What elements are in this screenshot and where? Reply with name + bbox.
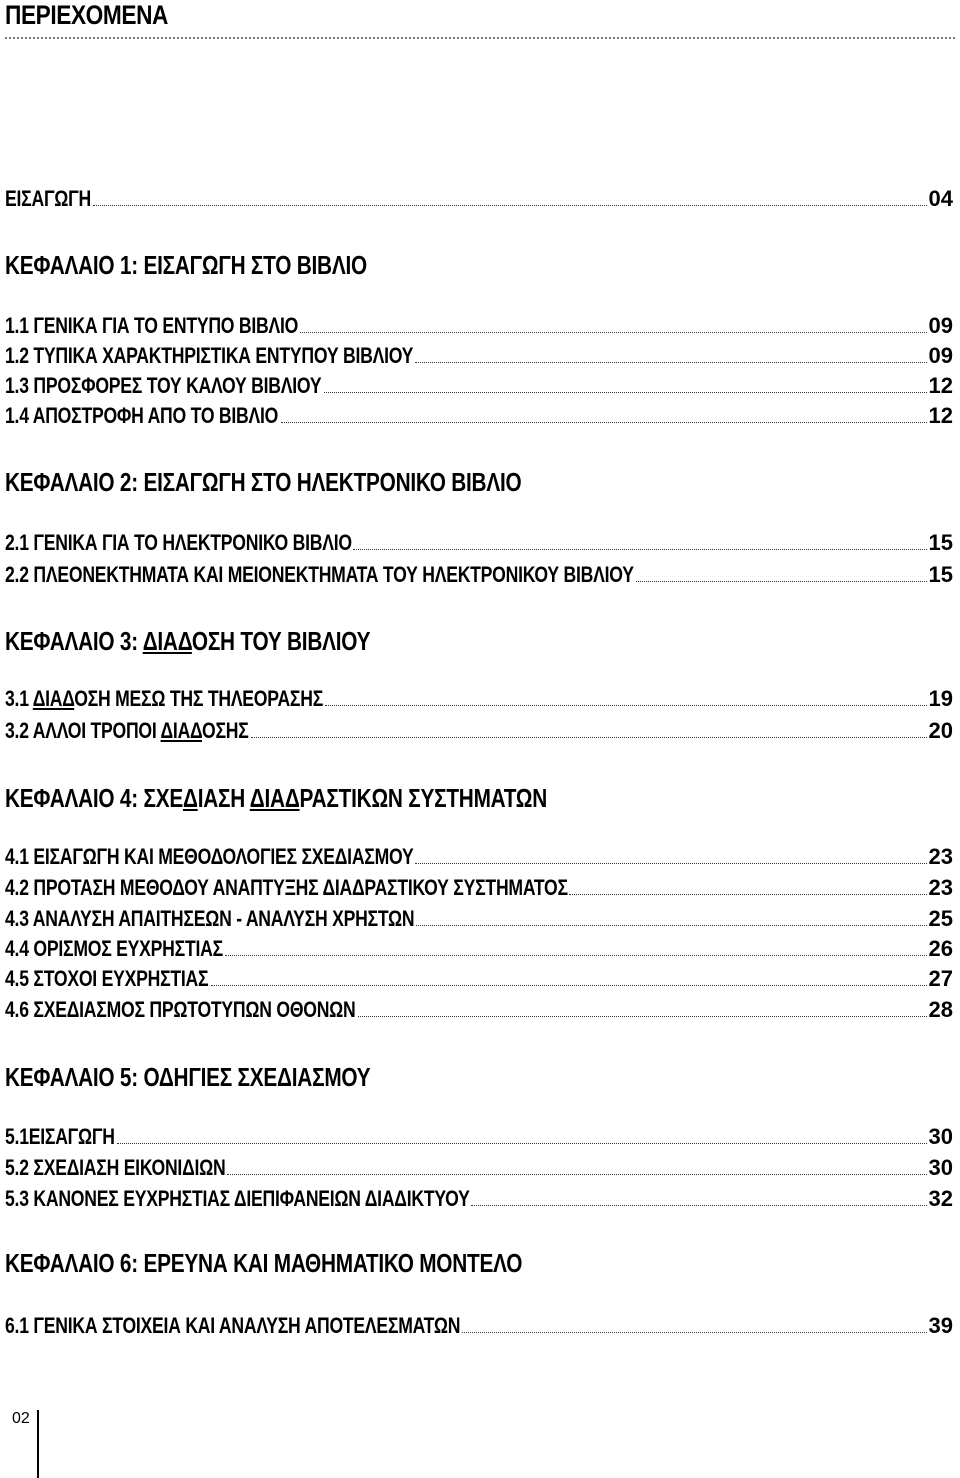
toc-entry-label: 1.2 ΤΥΠΙΚΑ ΧΑΡΑΚΤΗΡΙΣΤΙΚΑ ΕΝΤΥΠΟΥ ΒΙΒΛΙΟΥ	[5, 343, 414, 368]
toc-entry-label: 1.1 ΓΕΝΙΚΑ ΓΙΑ ΤΟ ΕΝΤΥΠΟ ΒΙΒΛΙΟ	[5, 313, 299, 338]
toc-entry-page: 30	[928, 1124, 953, 1149]
chapter-title-part: ΟΣΗ ΤΟΥ ΒΙΒΛΙΟΥ	[191, 626, 371, 656]
toc-entry-page: 19	[928, 686, 953, 711]
leader-dots	[93, 204, 926, 206]
chapter-heading-5[interactable]: ΚΕΦΑΛΑΙΟ 5: ΟΔΗΓΙΕΣ ΣΧΕΔΙΑΣΜΟΥ	[5, 1062, 371, 1092]
toc-entry-page: 09	[928, 313, 953, 338]
leader-dots	[225, 954, 926, 956]
toc-entry-1-3[interactable]	[5, 373, 953, 403]
chapter-title-part: ΚΕΦΑΛΑΙΟ 3:	[5, 626, 143, 656]
leader-dots	[117, 1142, 927, 1144]
chapter-heading-2[interactable]: ΚΕΦΑΛΑΙΟ 2: ΕΙΣΑΓΩΓΗ ΣΤΟ ΗΛΕΚΤΡΟΝΙΚΟ ΒΙΒΛΙΟ	[5, 467, 522, 497]
toc-entry-intro[interactable]	[5, 186, 953, 216]
toc-entry-label: 1.4 ΑΠΟΣΤΡΟΦΗ ΑΠΟ ΤΟ ΒΙΒΛΙΟ	[5, 403, 279, 428]
toc-entry-page: 39	[928, 1313, 953, 1338]
label-part: ΔΙΑΔ	[32, 686, 75, 711]
toc-entry-page: 15	[928, 562, 953, 587]
toc-entry-label: 4.1 ΕΙΣΑΓΩΓΗ ΚΑΙ ΜΕΘΟΔΟΛΟΓΙΕΣ ΣΧΕΔΙΑΣΜΟΥ	[5, 844, 414, 869]
chapter-heading-4[interactable]	[5, 783, 547, 814]
toc-entry-label: 5.1ΕΙΣΑΓΩΓΗ	[5, 1124, 115, 1149]
toc-entry-label: 1.3 ΠΡΟΣΦΟΡΕΣ ΤΟΥ ΚΑΛΟΥ ΒΙΒΛΙΟΥ	[5, 373, 322, 398]
toc-entry-2-2[interactable]	[5, 562, 953, 592]
toc-entry-page: 12	[928, 403, 953, 428]
toc-entry-5-2[interactable]	[5, 1155, 953, 1185]
leader-dots	[462, 1331, 926, 1333]
page-title: ΠΕΡΙΕΧΟΜΕΝΑ	[5, 0, 168, 30]
toc-entry-label	[5, 718, 249, 744]
toc-entry-label	[5, 686, 323, 712]
chapter-title-part: ΔΙΑΔ	[142, 626, 192, 656]
leader-dots	[227, 1173, 926, 1175]
page-number: 02	[12, 1410, 30, 1427]
toc-entry-label: 4.5 ΣΤΟΧΟΙ ΕΥΧΡΗΣΤΙΑΣ	[5, 966, 209, 991]
toc-entry-6-1[interactable]	[5, 1313, 953, 1343]
chapter-heading-3[interactable]	[5, 626, 370, 657]
toc-entry-page: 25	[928, 906, 953, 931]
leader-dots	[251, 736, 926, 738]
leader-dots	[569, 893, 926, 895]
toc-entry-5-3[interactable]	[5, 1186, 953, 1216]
leader-dots	[211, 984, 927, 986]
label-part: ΟΣΗΣ	[202, 718, 249, 743]
toc-entry-3-1[interactable]	[5, 686, 953, 716]
toc-entry-label: ΕΙΣΑΓΩΓΗ	[5, 186, 91, 211]
toc-entry-page: 27	[928, 966, 953, 991]
chapter-title-part: ΙΑΣΗ	[197, 783, 250, 813]
toc-entry-page: 12	[928, 373, 953, 398]
toc-entry-page: 23	[928, 844, 953, 869]
label-part: ΟΣΗ ΜΕΣΩ ΤΗΣ ΤΗΛΕΟΡΑΣΗΣ	[74, 686, 324, 711]
toc-entry-label: 4.6 ΣΧΕΔΙΑΣΜΟΣ ΠΡΩΤΟΤΥΠΩΝ ΟΘΟΝΩΝ	[5, 997, 356, 1022]
toc-entry-page: 23	[928, 875, 953, 900]
toc-entry-label: 6.1 ΓΕΝΙΚΑ ΣΤΟΙΧΕΙΑ ΚΑΙ ΑΝΑΛΥΣΗ ΑΠΟΤΕΛΕΣΜΑΤΩΝ	[5, 1313, 461, 1338]
label-part: 3.1	[5, 686, 33, 711]
label-part: 3.2 ΑΛΛΟΙ ΤΡΟΠΟΙ	[5, 718, 161, 743]
toc-entry-5-1[interactable]	[5, 1124, 953, 1154]
leader-dots	[353, 548, 926, 550]
toc-entry-4-4[interactable]	[5, 936, 953, 966]
chapter-heading-1[interactable]: ΚΕΦΑΛΑΙΟ 1: ΕΙΣΑΓΩΓΗ ΣΤΟ ΒΙΒΛΙΟ	[5, 250, 367, 280]
toc-entry-4-6[interactable]	[5, 997, 953, 1027]
leader-dots	[325, 704, 927, 706]
toc-entry-label: 4.2 ΠΡΟΤΑΣΗ ΜΕΘΟΔΟΥ ΑΝΑΠΤΥΞΗΣ ΔΙΑΔΡΑΣΤΙΚΟΥ ΣΥΣΤΗΜΑΤΟΣ	[5, 875, 568, 900]
toc-entry-page: 15	[928, 530, 953, 555]
toc-entry-1-2[interactable]	[5, 343, 953, 373]
leader-dots	[471, 1204, 926, 1206]
leader-dots	[358, 1015, 927, 1017]
toc-entry-page: 26	[928, 936, 953, 961]
toc-entry-4-3[interactable]	[5, 906, 953, 936]
chapter-title-part: ΚΕΦΑΛΑΙΟ 4: ΣΧΕ	[5, 783, 183, 813]
toc-entry-3-2[interactable]	[5, 718, 953, 748]
toc-entry-page: 20	[928, 718, 953, 743]
toc-entry-1-4[interactable]	[5, 403, 953, 433]
toc-entry-4-2[interactable]	[5, 875, 953, 905]
leader-dots	[415, 361, 926, 363]
dotted-divider	[5, 37, 955, 39]
toc-entry-label: 2.2 ΠΛΕΟΝΕΚΤΗΜΑΤΑ ΚΑΙ ΜΕΙΟΝΕΚΤΗΜΑΤΑ ΤΟΥ ΗΛΕΚΤΡΟΝΙΚΟΥ ΒΙΒΛΙΟΥ	[5, 562, 634, 587]
toc-entry-page: 28	[928, 997, 953, 1022]
toc-entry-label: 4.4 ΟΡΙΣΜΟΣ ΕΥΧΡΗΣΤΙΑΣ	[5, 936, 223, 961]
toc-entry-label: 5.2 ΣΧΕΔΙΑΣΗ ΕΙΚΟΝΙΔΙΩΝ	[5, 1155, 226, 1180]
leader-dots	[416, 924, 926, 926]
toc-entry-label: 4.3 ΑΝΑΛΥΣΗ ΑΠΑΙΤΗΣΕΩΝ - ΑΝΑΛΥΣΗ ΧΡΗΣΤΩΝ	[5, 906, 415, 931]
leader-dots	[281, 421, 927, 423]
toc-entry-page: 04	[928, 186, 953, 211]
toc-entry-page: 30	[928, 1155, 953, 1180]
leader-dots	[415, 862, 926, 864]
chapter-heading-6[interactable]: ΚΕΦΑΛΑΙΟ 6: ΕΡΕΥΝΑ ΚΑΙ ΜΑΘΗΜΑΤΙΚΟ ΜΟΝΤΕΛΟ	[5, 1248, 523, 1278]
toc-entry-label: 5.3 ΚΑΝΟΝΕΣ ΕΥΧΡΗΣΤΙΑΣ ΔΙΕΠΙΦΑΝΕΙΩΝ ΔΙΑΔΙΚΤΥΟΥ	[5, 1186, 470, 1211]
toc-entry-4-1[interactable]	[5, 844, 953, 874]
toc-entry-1-1[interactable]	[5, 313, 953, 343]
toc-entry-2-1[interactable]	[5, 530, 953, 560]
chapter-title-part: Δ	[182, 783, 198, 813]
label-part: ΔΙΑΔ	[160, 718, 202, 743]
footer-rule	[37, 1410, 39, 1478]
toc-entry-4-5[interactable]	[5, 966, 953, 996]
chapter-title-part: ΡΑΣΤΙΚΩΝ ΣΥΣΤΗΜΑΤΩΝ	[299, 783, 548, 813]
toc-entry-page: 09	[928, 343, 953, 368]
leader-dots	[636, 580, 927, 582]
toc-entry-label: 2.1 ΓΕΝΙΚΑ ΓΙΑ ΤΟ ΗΛΕΚΤΡΟΝΙΚΟ ΒΙΒΛΙΟ	[5, 530, 352, 555]
leader-dots	[300, 331, 926, 333]
leader-dots	[324, 391, 927, 393]
toc-entry-page: 32	[928, 1186, 953, 1211]
chapter-title-part: ΔΙΑΔ	[249, 783, 300, 813]
